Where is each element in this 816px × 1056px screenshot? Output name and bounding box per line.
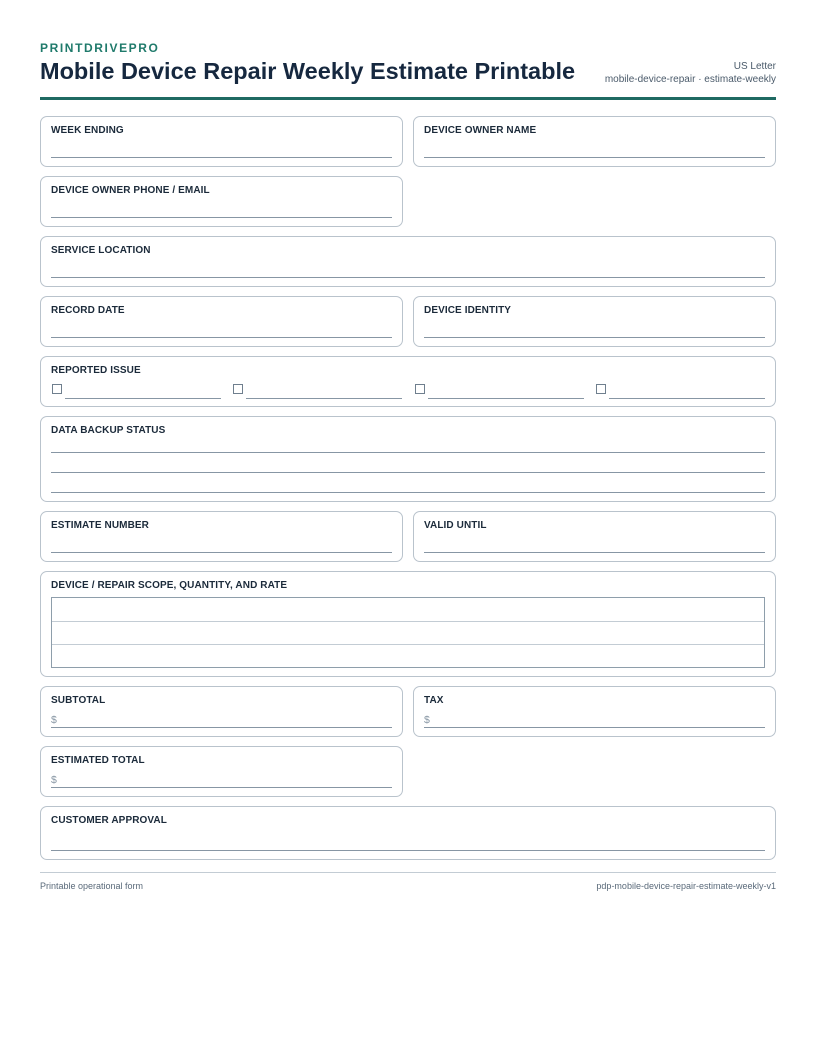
record-date-field [40, 296, 403, 347]
week-ending-input-line[interactable] [51, 157, 392, 158]
subtotal-input-line[interactable] [51, 727, 392, 728]
record-date-input-line[interactable] [51, 337, 392, 338]
footer-form-id: pdp-mobile-device-repair-estimate-weekly-v1 [596, 881, 776, 891]
issue-option-1-checkbox[interactable] [52, 384, 62, 394]
device-identity-field [413, 296, 776, 347]
valid-until-field [413, 511, 776, 562]
issue-option-4-checkbox[interactable] [596, 384, 606, 394]
paper-size-label: US Letter [733, 61, 776, 72]
repair-scope-field [40, 571, 776, 677]
device-owner-name-input-line[interactable] [424, 157, 765, 158]
week-ending-label: WEEK ENDING [51, 125, 124, 136]
device-owner-contact-label: DEVICE OWNER PHONE / EMAIL [51, 185, 210, 196]
device-owner-name-field [413, 116, 776, 167]
valid-until-input-line[interactable] [424, 552, 765, 553]
table-row-divider [52, 621, 764, 622]
issue-option-1-line[interactable] [65, 398, 221, 399]
reported-issue-label: REPORTED ISSUE [51, 365, 141, 376]
subtotal-field [40, 686, 403, 737]
footer-form-type: Printable operational form [40, 881, 144, 891]
estimated-total-currency-symbol: $ [51, 774, 57, 786]
issue-option-4-line[interactable] [609, 398, 765, 399]
data-backup-status-field [40, 416, 776, 502]
page-title: Mobile Device Repair Weekly Estimate Printable [40, 58, 576, 84]
tax-input-line[interactable] [424, 727, 765, 728]
issue-option-2-line[interactable] [246, 398, 402, 399]
customer-approval-label: CUSTOMER APPROVAL [51, 815, 167, 826]
estimated-total-label: ESTIMATED TOTAL [51, 755, 145, 766]
service-location-field [40, 236, 776, 287]
header-divider [40, 97, 776, 100]
data-backup-status-label: DATA BACKUP STATUS [51, 425, 166, 436]
record-date-label: RECORD DATE [51, 305, 125, 316]
device-owner-contact-field [40, 176, 403, 227]
valid-until-label: VALID UNTIL [424, 520, 487, 531]
device-owner-contact-input-line[interactable] [51, 217, 392, 218]
repair-scope-table [51, 597, 765, 668]
service-location-input-line[interactable] [51, 277, 765, 278]
data-backup-line-1[interactable] [51, 452, 765, 453]
device-identity-label: DEVICE IDENTITY [424, 305, 512, 316]
brand-name: PRINTDRIVEPRO [40, 41, 160, 55]
data-backup-line-2[interactable] [51, 472, 765, 473]
repair-scope-label: DEVICE / REPAIR SCOPE, QUANTITY, AND RATE [51, 580, 288, 591]
estimate-number-field [40, 511, 403, 562]
document-tags: mobile-device-repair · estimate-weekly [604, 74, 776, 85]
footer-divider [40, 872, 776, 873]
data-backup-line-3[interactable] [51, 492, 765, 493]
reported-issue-field [40, 356, 776, 407]
device-owner-name-label: DEVICE OWNER NAME [424, 125, 537, 136]
tax-currency-symbol: $ [424, 714, 430, 726]
subtotal-currency-symbol: $ [51, 714, 57, 726]
estimate-number-input-line[interactable] [51, 552, 392, 553]
tax-field [413, 686, 776, 737]
issue-option-3-line[interactable] [428, 398, 584, 399]
issue-option-3-checkbox[interactable] [415, 384, 425, 394]
estimated-total-field [40, 746, 403, 797]
estimated-total-input-line[interactable] [51, 787, 392, 788]
estimate-number-label: ESTIMATE NUMBER [51, 520, 149, 531]
tax-label: TAX [424, 695, 444, 706]
issue-option-2-checkbox[interactable] [233, 384, 243, 394]
document-meta [605, 60, 776, 86]
week-ending-field [40, 116, 403, 167]
customer-approval-signature-line[interactable] [51, 850, 765, 851]
subtotal-label: SUBTOTAL [51, 695, 106, 706]
device-identity-input-line[interactable] [424, 337, 765, 338]
table-row-divider [52, 644, 764, 645]
customer-approval-field [40, 806, 776, 860]
service-location-label: SERVICE LOCATION [51, 245, 151, 256]
